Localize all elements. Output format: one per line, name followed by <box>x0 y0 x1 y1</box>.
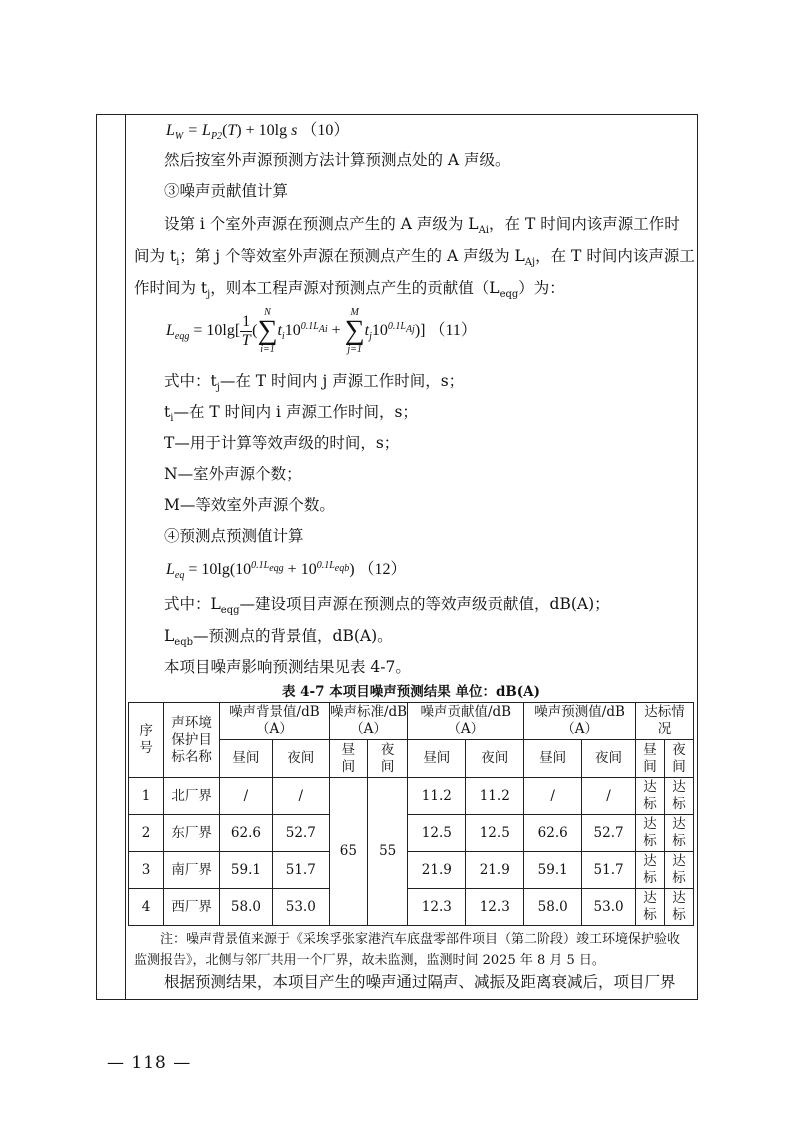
cell-ok-night: 达标 <box>664 815 693 852</box>
table-row <box>129 815 694 852</box>
header-background: 噪声背景值/dB（A） <box>220 703 330 740</box>
cell-ok-day: 达标 <box>635 815 664 852</box>
header-prediction: 噪声预测值/dB（A） <box>524 703 636 740</box>
cell-pre-day: / <box>524 778 582 815</box>
cell-ok-day: 达标 <box>635 889 664 926</box>
cell-con-day: 11.2 <box>408 778 466 815</box>
header-seq: 序号 <box>129 703 164 778</box>
cell-con-day: 12.5 <box>408 815 466 852</box>
header-night: 夜间 <box>368 740 408 778</box>
paragraph: 设第 i 个室外声源在预测点产生的 A 声级为 $L_{Ai}$，在 T 时间内该声源工作时 <box>164 215 680 237</box>
cell-standard-day: 65 <box>329 778 367 926</box>
formula-10: $L_W = L_{P2}(T) + 10\lg$ s （10） <box>166 122 350 143</box>
cell-bg-night: 51.7 <box>272 852 329 889</box>
header-night: 夜间 <box>272 740 329 778</box>
cell-bg-day: 58.0 <box>220 889 273 926</box>
cell-seq: 4 <box>129 889 164 926</box>
header-day: 昼间 <box>329 740 367 778</box>
cell-pre-night: / <box>582 778 636 815</box>
definition: M—等效室外声源个数。 <box>164 496 335 514</box>
definition: 式中：$L_{eqg}—$建设项目声源在预测点的等效声级贡献值，dB(A)； <box>164 595 610 617</box>
cell-pre-night: 51.7 <box>582 852 636 889</box>
paragraph: 本项目噪声影响预测结果见表 4-7。 <box>164 658 411 676</box>
definition: 式中：$t_j—$在 T 时间内 j 声源工作时间，s； <box>164 372 465 394</box>
cell-con-day: 12.3 <box>408 889 466 926</box>
formula-11-tag: （11） <box>429 322 477 339</box>
cell-name: 东厂界 <box>164 815 220 852</box>
cell-ok-night: 达标 <box>664 778 693 815</box>
cell-bg-day: 62.6 <box>220 815 273 852</box>
formula-12: $L_{eq} = 10\lg(10^{0.1L_{eqg}} + 10^{0.1L_{eqb}})$ （12） <box>166 559 407 582</box>
cell-ok-day: 达标 <box>635 778 664 815</box>
subheading: ③噪声贡献值计算 <box>164 182 289 200</box>
header-night: 夜间 <box>664 740 693 778</box>
cell-con-day: 21.9 <box>408 852 466 889</box>
header-compliance: 达标情况 <box>635 703 693 740</box>
cell-con-night: 12.3 <box>466 889 524 926</box>
cell-seq: 1 <box>129 778 164 815</box>
table-row <box>129 778 694 815</box>
header-day: 昼间 <box>635 740 664 778</box>
cell-con-night: 21.9 <box>466 852 524 889</box>
cell-pre-day: 59.1 <box>524 852 582 889</box>
header-contribution: 噪声贡献值/dB（A） <box>408 703 524 740</box>
paragraph: 作时间为 $t_j$，则本工程声源对预测点产生的贡献值$(L_{eqg})$为： <box>134 279 565 301</box>
subheading: ④预测点预测值计算 <box>164 527 304 545</box>
paragraph: 然后按室外声源预测方法计算预测点处的 A 声级。 <box>164 151 511 169</box>
header-night: 夜间 <box>466 740 524 778</box>
table-caption: 表 4-7 本项目噪声预测结果 单位：dB(A) <box>281 684 541 700</box>
header-night: 夜间 <box>582 740 636 778</box>
page-number: — 118 — <box>107 1053 192 1073</box>
noise-prediction-table <box>128 702 694 926</box>
paragraph: 根据预测结果，本项目产生的噪声通过隔声、减振及距离衰减后，项目厂界 <box>164 973 676 991</box>
cell-name: 西厂界 <box>164 889 220 926</box>
left-column-divider <box>125 115 126 999</box>
cell-pre-night: 52.7 <box>582 815 636 852</box>
cell-ok-night: 达标 <box>664 889 693 926</box>
cell-bg-night: 52.7 <box>272 815 329 852</box>
cell-pre-night: 53.0 <box>582 889 636 926</box>
definition: T—用于计算等效声级的时间，s； <box>164 434 400 452</box>
table-row <box>129 889 694 926</box>
cell-bg-day: 59.1 <box>220 852 273 889</box>
cell-bg-day: / <box>220 778 273 815</box>
cell-bg-night: 53.0 <box>272 889 329 926</box>
header-target: 声环境保护目标名称 <box>164 703 220 778</box>
cell-bg-night: / <box>272 778 329 815</box>
formula-12-tag: （12） <box>358 561 407 578</box>
header-day: 昼间 <box>220 740 273 778</box>
formula-10-tag: （10） <box>301 122 350 139</box>
definition: N—室外声源个数； <box>164 465 302 483</box>
definition: $t_i—$在 T 时间内 i 声源工作时间，s； <box>164 403 418 425</box>
header-day: 昼间 <box>524 740 582 778</box>
formula-11: $L_{eqg} = 10\lg$[ $\frac{1}{T}$ ( N ∑ i=1 $t_i10^{0.1L_{Ai}}$ + M ∑ j=1 $t_j10^{0.1L_{Aj}}$)] （11） <box>166 307 477 356</box>
cell-name: 南厂界 <box>164 852 220 889</box>
table-note: 注：噪声背景值来源于《采埃孚张家港汽车底盘零部件项目（第二阶段）竣工环境保护验收监测报告》，北侧与邻厂共用一个厂界，故未监测，监测时间 2025 年 8 月 5 日。 <box>134 932 681 968</box>
paragraph: 间为 $t_i$；第 j 个等效室外声源在预测点产生的 A 声级为 $L_{Aj}$，在 T 时间内该声源工 <box>134 247 695 269</box>
cell-ok-day: 达标 <box>635 852 664 889</box>
cell-name: 北厂界 <box>164 778 220 815</box>
cell-con-night: 11.2 <box>466 778 524 815</box>
cell-pre-day: 62.6 <box>524 815 582 852</box>
cell-con-night: 12.5 <box>466 815 524 852</box>
cell-ok-night: 达标 <box>664 852 693 889</box>
cell-seq: 2 <box>129 815 164 852</box>
definition: $L_{eqb}—$预测点的背景值，dB(A)。 <box>164 627 393 649</box>
cell-seq: 3 <box>129 852 164 889</box>
header-standard: 噪声标准/dB（A） <box>329 703 408 740</box>
cell-standard-night: 55 <box>368 778 408 926</box>
header-day: 昼间 <box>408 740 466 778</box>
table-row <box>129 852 694 889</box>
cell-pre-day: 58.0 <box>524 889 582 926</box>
